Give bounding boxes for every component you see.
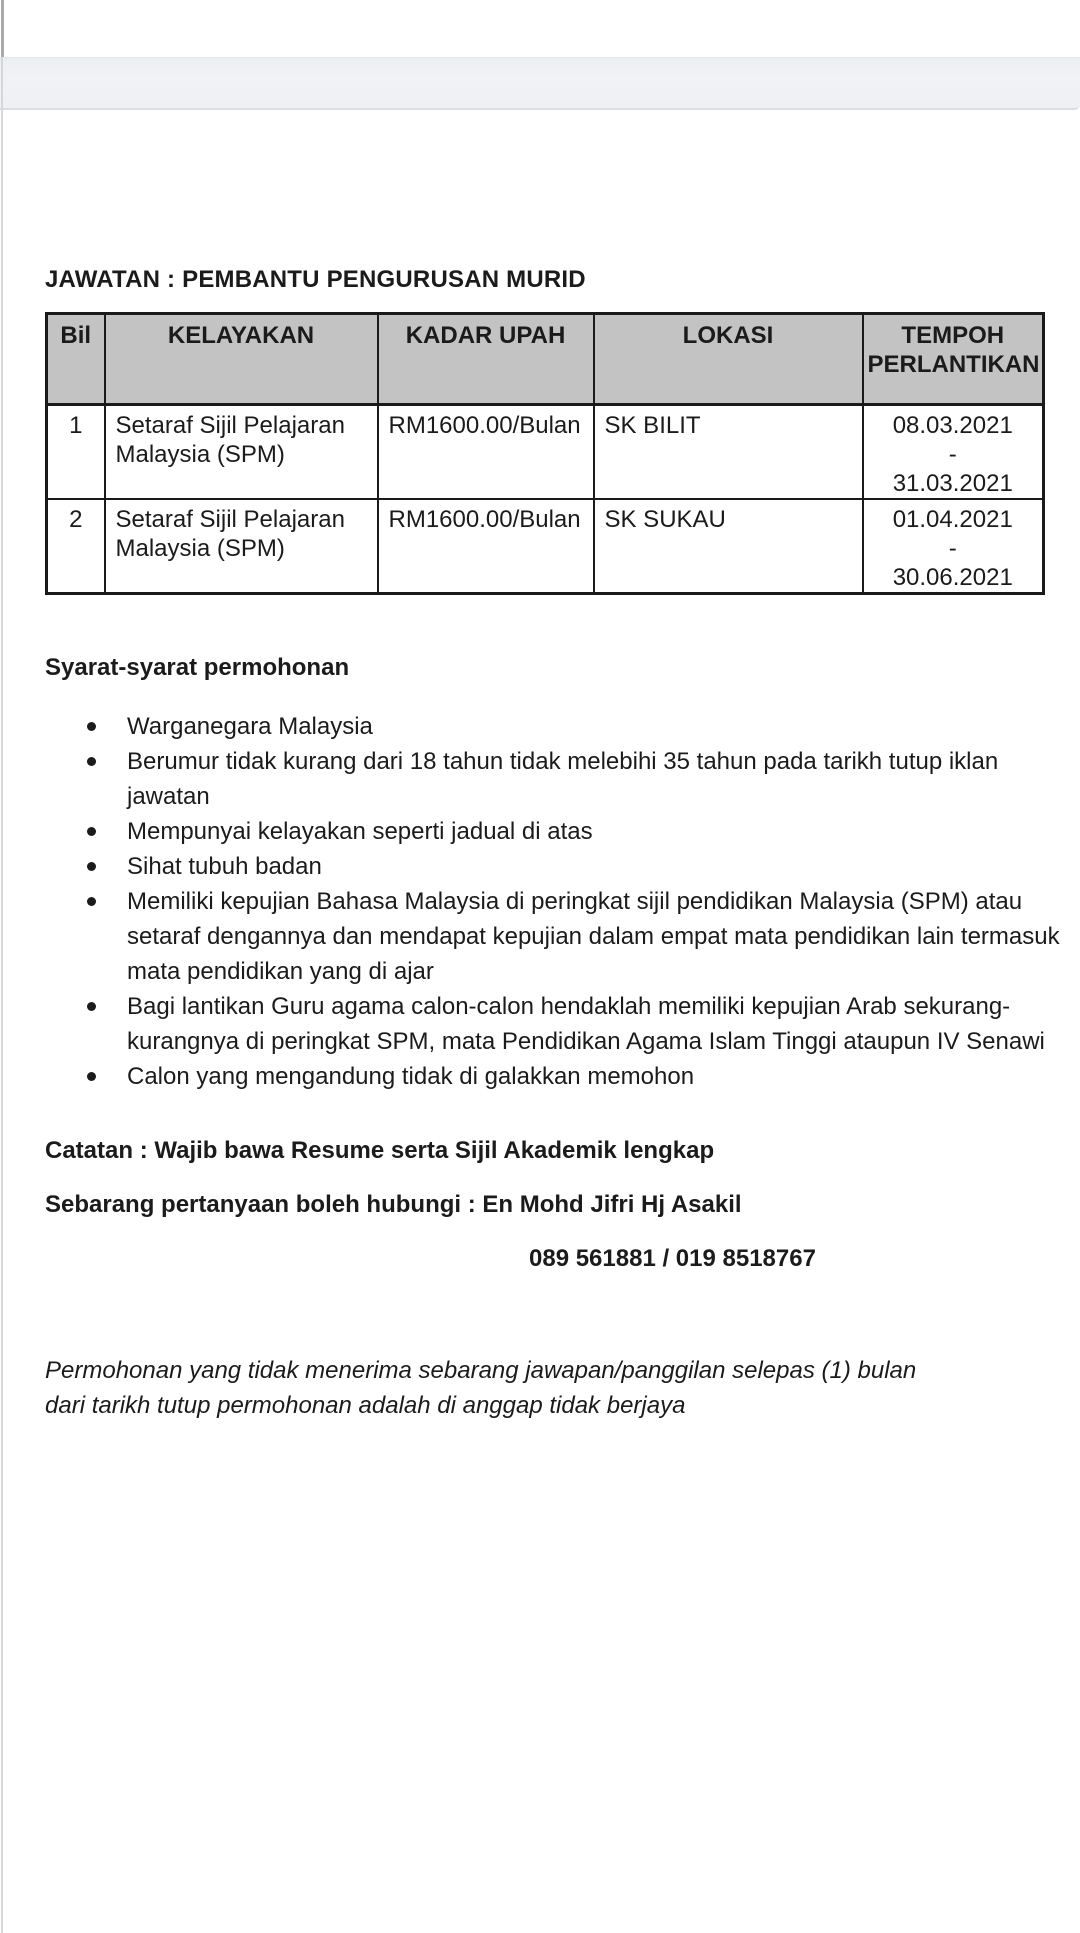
period-from: 08.03.2021: [892, 412, 1013, 439]
period-from: 01.04.2021: [892, 506, 1013, 533]
requirement-item: Bagi lantikan Guru agama calon-calon hendaklah memiliki kepujian Arab sekurang-kurangnya di peringkat SPM, mata Pendidikan Agama Islam Tinggi ataupun IV Senawi: [127, 989, 1062, 1059]
cell-lokasi: SK SUKAU: [594, 499, 863, 594]
disclaimer-line-2: dari tarikh tutup permohonan adalah di anggap tidak berjaya: [45, 1392, 686, 1419]
browser-toolbar-strip: [0, 57, 1080, 110]
disclaimer: [45, 1353, 1062, 1423]
table-row: [47, 405, 1044, 500]
cell-bil: 2: [47, 499, 105, 594]
period-separator: -: [948, 535, 957, 562]
disclaimer-line-1: Permohonan yang tidak menerima sebarang jawapan/panggilan selepas (1) bulan: [45, 1357, 917, 1384]
requirement-item: Berumur tidak kurang dari 18 tahun tidak melebihi 35 tahun pada tarikh tutup iklan jawatan: [127, 744, 1062, 814]
cell-lokasi: SK BILIT: [594, 405, 863, 500]
cell-kelayakan: Setaraf Sijil Pelajaran Malaysia (SPM): [105, 405, 378, 500]
requirement-item: Mempunyai kelayakan seperti jadual di atas: [127, 814, 1062, 849]
cell-bil: 1: [47, 405, 105, 500]
requirements-heading: Syarat-syarat permohonan: [45, 654, 350, 681]
page-edge-line: [1, 0, 3, 1933]
note-phone: 089 561881 / 019 8518767: [529, 1245, 816, 1272]
cell-kadar-upah: RM1600.00/Bulan: [378, 405, 594, 500]
header-kelayakan: KELAYAKAN: [105, 314, 378, 405]
cell-kadar-upah: RM1600.00/Bulan: [378, 499, 594, 594]
requirement-item: Memiliki kepujian Bahasa Malaysia di peringkat sijil pendidikan Malaysia (SPM) atau setaraf dengannya dan mendapat kepujian dalam empat mata pendidikan lain termasuk mata pendidikan yang di ajar: [127, 884, 1062, 989]
page-top-area: [0, 0, 1080, 57]
note-contact: Sebarang pertanyaan boleh hubungi : En Mohd Jifri Hj Asakil: [45, 1191, 742, 1218]
table-header-row: [47, 314, 1044, 405]
header-bil: Bil: [47, 314, 105, 405]
positions-table: [45, 312, 1045, 595]
page-edge-line-top: [1, 0, 4, 57]
cell-kelayakan: Setaraf Sijil Pelajaran Malaysia (SPM): [105, 499, 378, 594]
requirement-item: Warganegara Malaysia: [127, 709, 1062, 744]
requirement-item: Calon yang mengandung tidak di galakkan memohon: [127, 1059, 1062, 1094]
header-kadar-upah: KADAR UPAH: [378, 314, 594, 405]
cell-tempoh: [863, 405, 1044, 500]
header-lokasi: LOKASI: [594, 314, 863, 405]
job-title: JAWATAN : PEMBANTU PENGURUSAN MURID: [45, 266, 586, 293]
period-separator: -: [948, 441, 957, 468]
table-row: [47, 499, 1044, 594]
requirements-list: [45, 709, 1062, 1094]
header-tempoh-perlantikan: TEMPOH PERLANTIKAN: [863, 314, 1044, 405]
document-page: [0, 262, 1080, 1423]
period-to: 31.03.2021: [892, 470, 1013, 497]
requirement-item: Sihat tubuh badan: [127, 849, 1062, 884]
period-to: 30.06.2021: [892, 564, 1013, 591]
note-catatan: Catatan : Wajib bawa Resume serta Sijil Akademik lengkap: [45, 1137, 715, 1164]
cell-tempoh: [863, 499, 1044, 594]
